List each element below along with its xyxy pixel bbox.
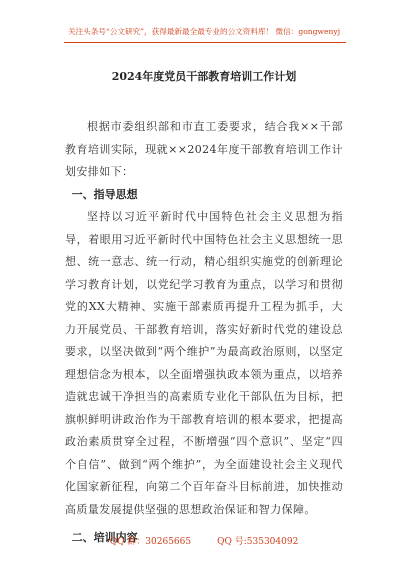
footer-qq-group: QQ 群：30265665 (109, 537, 192, 547)
guiding-ideology-paragraph: 坚持以习近平新时代中国特色社会主义思想为指导，着眼用习近平新时代中国特色社会主义思想统一思想、统一意志、统一行动，精心组织实施党的创新理论学习教育计划，以党纪学习教育为重点，以学习和贯彻党的XX大精神、实施干部素质再提升工程为抓手，大力开展党员、干部教育培训，落实好新时代党的建设总要求，以坚决做到“两个维护”为最高政治原则，以坚定理想信念为根本，以全面增强执政本领为重点，以培养造就忠诚干净担当的高素质专业化干部队伍为目标，把旗帜鲜明讲政治作为干部教育培训的根本要求，把提高政治素质贯穿全过程，不断增强“四个意识”、坚定“四个自信”、做到“两个维护”，为全面建设社会主义现代化国家新征程，向第二个百年奋斗目标前进，加快推动高质量发展提供坚强的思想政治保证和智力保障。 (65, 210, 343, 516)
intro-paragraph: 根据市委组织部和市直工委要求，结合我××干部教育培训实际，现就××2024年度干部教育培训工作计划安排如下： (65, 120, 343, 178)
document-title: 2024年度党员干部教育培训工作计划 (111, 70, 297, 83)
footer-qq-number: QQ 号:535304092 (217, 537, 299, 547)
document-body (65, 116, 343, 550)
section-heading-guiding-ideology: 一、指导思想 (71, 187, 138, 201)
promo-banner: 关注头条号“公文研究”，获得最新最全最专业的公文资料库！ 微信：gongwenyj (67, 27, 341, 36)
footer-contact (0, 534, 408, 547)
promo-divider (64, 42, 346, 43)
section-heading-training-content: 二、培训内容 (71, 531, 138, 544)
